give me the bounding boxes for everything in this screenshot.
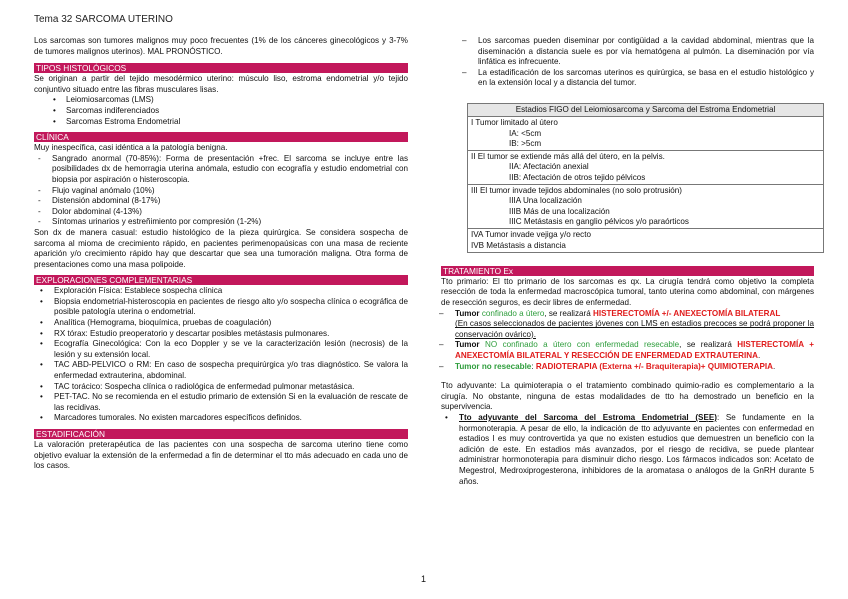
- figo-row-stage-4: [468, 229, 824, 253]
- section-heading-exploraciones: EXPLORACIONES COMPLEMENTARIAS: [34, 275, 408, 285]
- figo-stage-4b: IVB Metástasis a distancia: [471, 240, 566, 250]
- highlight-green: Tumor no resecable: [455, 361, 532, 371]
- figo-table: [467, 103, 824, 253]
- figo-stage-2: II El tumor se extiende más allá del útero, en la pelvis.: [471, 152, 665, 162]
- list-item: • Ecografía Ginecológica: Con la eco Doppler y se ve la caracterización lesión (necrosis) de la lesión y su extensión local.: [54, 339, 408, 360]
- page-number: 1: [421, 574, 427, 584]
- tto-primario: Tto primario: El tto primario de los sarcomas es qx. La cirugía tendrá como objetivo la completa resección de toda la enfermedad macroscópica tumoral, tanto uterina como abdominal, con márgenes de resección seguros, es decir libres de enfermedad.: [441, 276, 814, 308]
- figo-row-stage-3: [468, 185, 824, 229]
- list-item: • RX tórax: Estudio preoperatorio y descartar posibles metástasis pulmonares.: [54, 329, 408, 340]
- list-item: • Sarcomas Estroma Endometrial: [66, 117, 408, 128]
- text-fragment: .: [757, 350, 761, 360]
- highlight-red: HISTERECTOMÍA +/- ANEXECTOMÍA BILATERAL: [592, 308, 781, 318]
- note-text: (En casos seleccionados de pacientes jóvenes con LMS en estadios precoces se podrá proponer la conservación ovárico).: [455, 319, 814, 339]
- text-fragment: Tumor: [455, 340, 486, 350]
- list-item: • Sarcomas indiferenciados: [66, 106, 408, 117]
- list-item: - Dolor abdominal (4-13%): [52, 207, 408, 218]
- clinica-text: Muy inespecífica, casi idéntica a la patología benigna.: [34, 143, 228, 153]
- estadificacion-text: La valoración preterapéutica de las pacientes con una sospecha de sarcoma uterino tiene como objetivo evaluar la extensión de la enfermedad a fin de determinar el tto más adecuado en cada uno de los casos.: [34, 440, 408, 471]
- list-item: - Flujo vaginal anómalo (10%): [52, 186, 408, 197]
- figo-row-stage-2: [468, 151, 824, 185]
- figo-stage-1a: IA: <5cm: [509, 128, 542, 138]
- list-item: • TAC ABD-PELVICO o RM: En caso de sospecha prequirúrgica y/o tras diagnóstico. Se valora la enfermedad extrauterina, abdominal.: [54, 360, 408, 381]
- exploraciones-list: [34, 286, 408, 424]
- list-item: • TAC torácico: Sospecha clínica o radiológica de enfermedad pulmonar metastásica.: [54, 382, 408, 393]
- tratamiento-list: [441, 309, 814, 373]
- figo-stage-3b: IIIB Más de una localización: [509, 206, 610, 216]
- see-text: : Se fundamente en la hormonoterapia. A pesar de ello, la indicación de tto adyuvante en pacientes con enfermedad en estadios I es muy controvertida ya que no existen estudios que demuestren un beneficio con la adición de este. En estadios más avanzados, por el riesgo de recidiva, se puede plantear administrar hormonoterapia para disminuir dicho riesgo. Los fármacos indicados son: Acetato de Megestrol, Medroxiprogesterona, inhibidores de la aromatasa o análogos de la GnRH durante 5 años.: [459, 412, 814, 486]
- figo-stage-2b: IIB: Afectación de otros tejido pélvicos: [509, 172, 646, 182]
- figo-stage-4a: IVA Tumor invade vejiga y/o recto: [471, 230, 591, 240]
- list-item: • Leiomiosarcomas (LMS): [66, 95, 408, 106]
- diseminacion-list: [441, 36, 814, 89]
- clinica-closing: Son dx de manera casual: estudio histológico de la pieza quirúrgica. Se considera sospecha de sarcoma al mioma de crecimiento rápido, en pacientes perimenopaúsicas con una masa de reciente aparición y/o crecimiento rápido hay que descartar que sea una tumoración maligna. Otra forma de presentaciones como una masa polipoide.: [34, 227, 408, 269]
- list-item: - Síntomas urinarios y estreñimiento por compresión (1-2%): [52, 217, 408, 228]
- text-fragment: , se realizará: [679, 340, 738, 350]
- text-fragment: , se realizará: [544, 308, 593, 318]
- text-fragment: :: [531, 361, 536, 371]
- clinica-list: [34, 154, 408, 228]
- list-item: – Los sarcomas pueden diseminar por contigüidad a la cavidad abdominal, mientras que la diseminación a distancia suele es por vía hematógena al pulmón. La diseminación por vía linfática es infrecuente.: [478, 36, 814, 68]
- figo-row-stage-1: [468, 117, 824, 151]
- section-heading-tratamiento: TRATAMIENTO Ex: [441, 266, 814, 276]
- list-item: - Sangrado anormal (70-85%): Forma de presentación +frec. El sarcoma se incluye entre las posibilidades dx de hemorragia uterina anómala, estudio con ecografía y estudio endometrial con biopsia por aspiración o histeroscopia.: [52, 154, 408, 186]
- list-item: [455, 309, 814, 341]
- figo-stage-2a: IIA: Afectación anexial: [509, 162, 589, 172]
- list-item: [455, 340, 814, 361]
- highlight-red: RADIOTERAPIA (Externa +/- Braquiterapia)+ QUIMIOTERAPIA: [535, 361, 773, 371]
- text-fragment: Tumor: [455, 308, 482, 318]
- list-item: – La estadificación de los sarcomas uterinos es quirúrgica, se basa en el estudio histológico y en la extensión local y a distancia del tumor.: [478, 68, 814, 89]
- right-column: [441, 36, 814, 487]
- figo-stage-3a: IIIA Una localización: [509, 196, 582, 206]
- list-item: • Biopsia endometrial-histeroscopia en pacientes de riesgo alto y/o sospecha clínica o ecográfica de posible patología uterina o endometrial.: [54, 297, 408, 318]
- tto-adyuvante: Tto adyuvante: La quimioterapia o el tratamiento combinado quimio-radio es complementario a la cirugía. No obstante, ninguna de estas modalidades de tto ha demostrado un beneficio en la supervivencia.: [441, 381, 814, 412]
- figo-stage-3: III El tumor invade tejidos abdominales (no solo protrusión): [471, 186, 682, 196]
- see-list: [441, 413, 814, 487]
- list-item: - Distensión abdominal (8-17%): [52, 196, 408, 207]
- highlight-red: HISTERECTOMÍA + ANEXECTOMÍA BILATERAL Y RESECCIÓN DE ENFERMEDAD EXTRAUTERINA: [455, 340, 814, 360]
- list-item: [459, 413, 814, 487]
- list-item: • Exploración Física: Establece sospecha clínica: [54, 286, 408, 297]
- tipos-text: Se originan a partir del tejido mesodérmico uterino: músculo liso, estroma endometrial y/o tejido conjuntivo situado entre las fibras musculares lisas.: [34, 74, 408, 94]
- page-title: Tema 32 SARCOMA UTERINO: [34, 14, 173, 25]
- left-column: [34, 36, 408, 472]
- highlight-green: confinado a útero: [481, 308, 545, 318]
- figo-stage-1b: IB: >5cm: [509, 138, 542, 148]
- list-item: • Analítica (Hemograma, bioquímica, pruebas de coagulación): [54, 318, 408, 329]
- figo-stage-3c: IIIC Metástasis en ganglio pélvicos y/o paraórticos: [509, 216, 689, 226]
- list-item: • Marcadores tumorales. No existen marcadores específicos definidos.: [54, 413, 408, 424]
- intro-paragraph: Los sarcomas son tumores malignos muy poco frecuentes (1% de los cánceres ginecológicos y 3-7% de tumores malignos uterinos). MAL PRONÓSTICO.: [34, 36, 408, 56]
- figo-stage-1: I Tumor limitado al útero: [471, 118, 558, 128]
- section-heading-estadificacion: ESTADIFICACIÓN: [34, 429, 408, 439]
- text-fragment: .: [772, 361, 776, 371]
- list-item: • PET-TAC. No se recomienda en el estudio primario de extensión Si en la evaluación de rescate de las recidivas.: [54, 392, 408, 413]
- see-label: Tto adyuvante del Sarcoma del Estroma Endometrial (SEE): [459, 412, 717, 422]
- tipos-list: [34, 95, 408, 127]
- list-item: [455, 362, 814, 373]
- section-heading-clinica: CLÍNICA: [34, 132, 408, 142]
- section-heading-tipos: TIPOS HISTOLÓGICOS: [34, 63, 408, 73]
- figo-table-header: Estadios FIGO del Leiomiosarcoma y Sarcoma del Estroma Endometrial: [468, 103, 824, 116]
- highlight-green: NO confinado a útero con enfermedad resecable: [485, 340, 680, 350]
